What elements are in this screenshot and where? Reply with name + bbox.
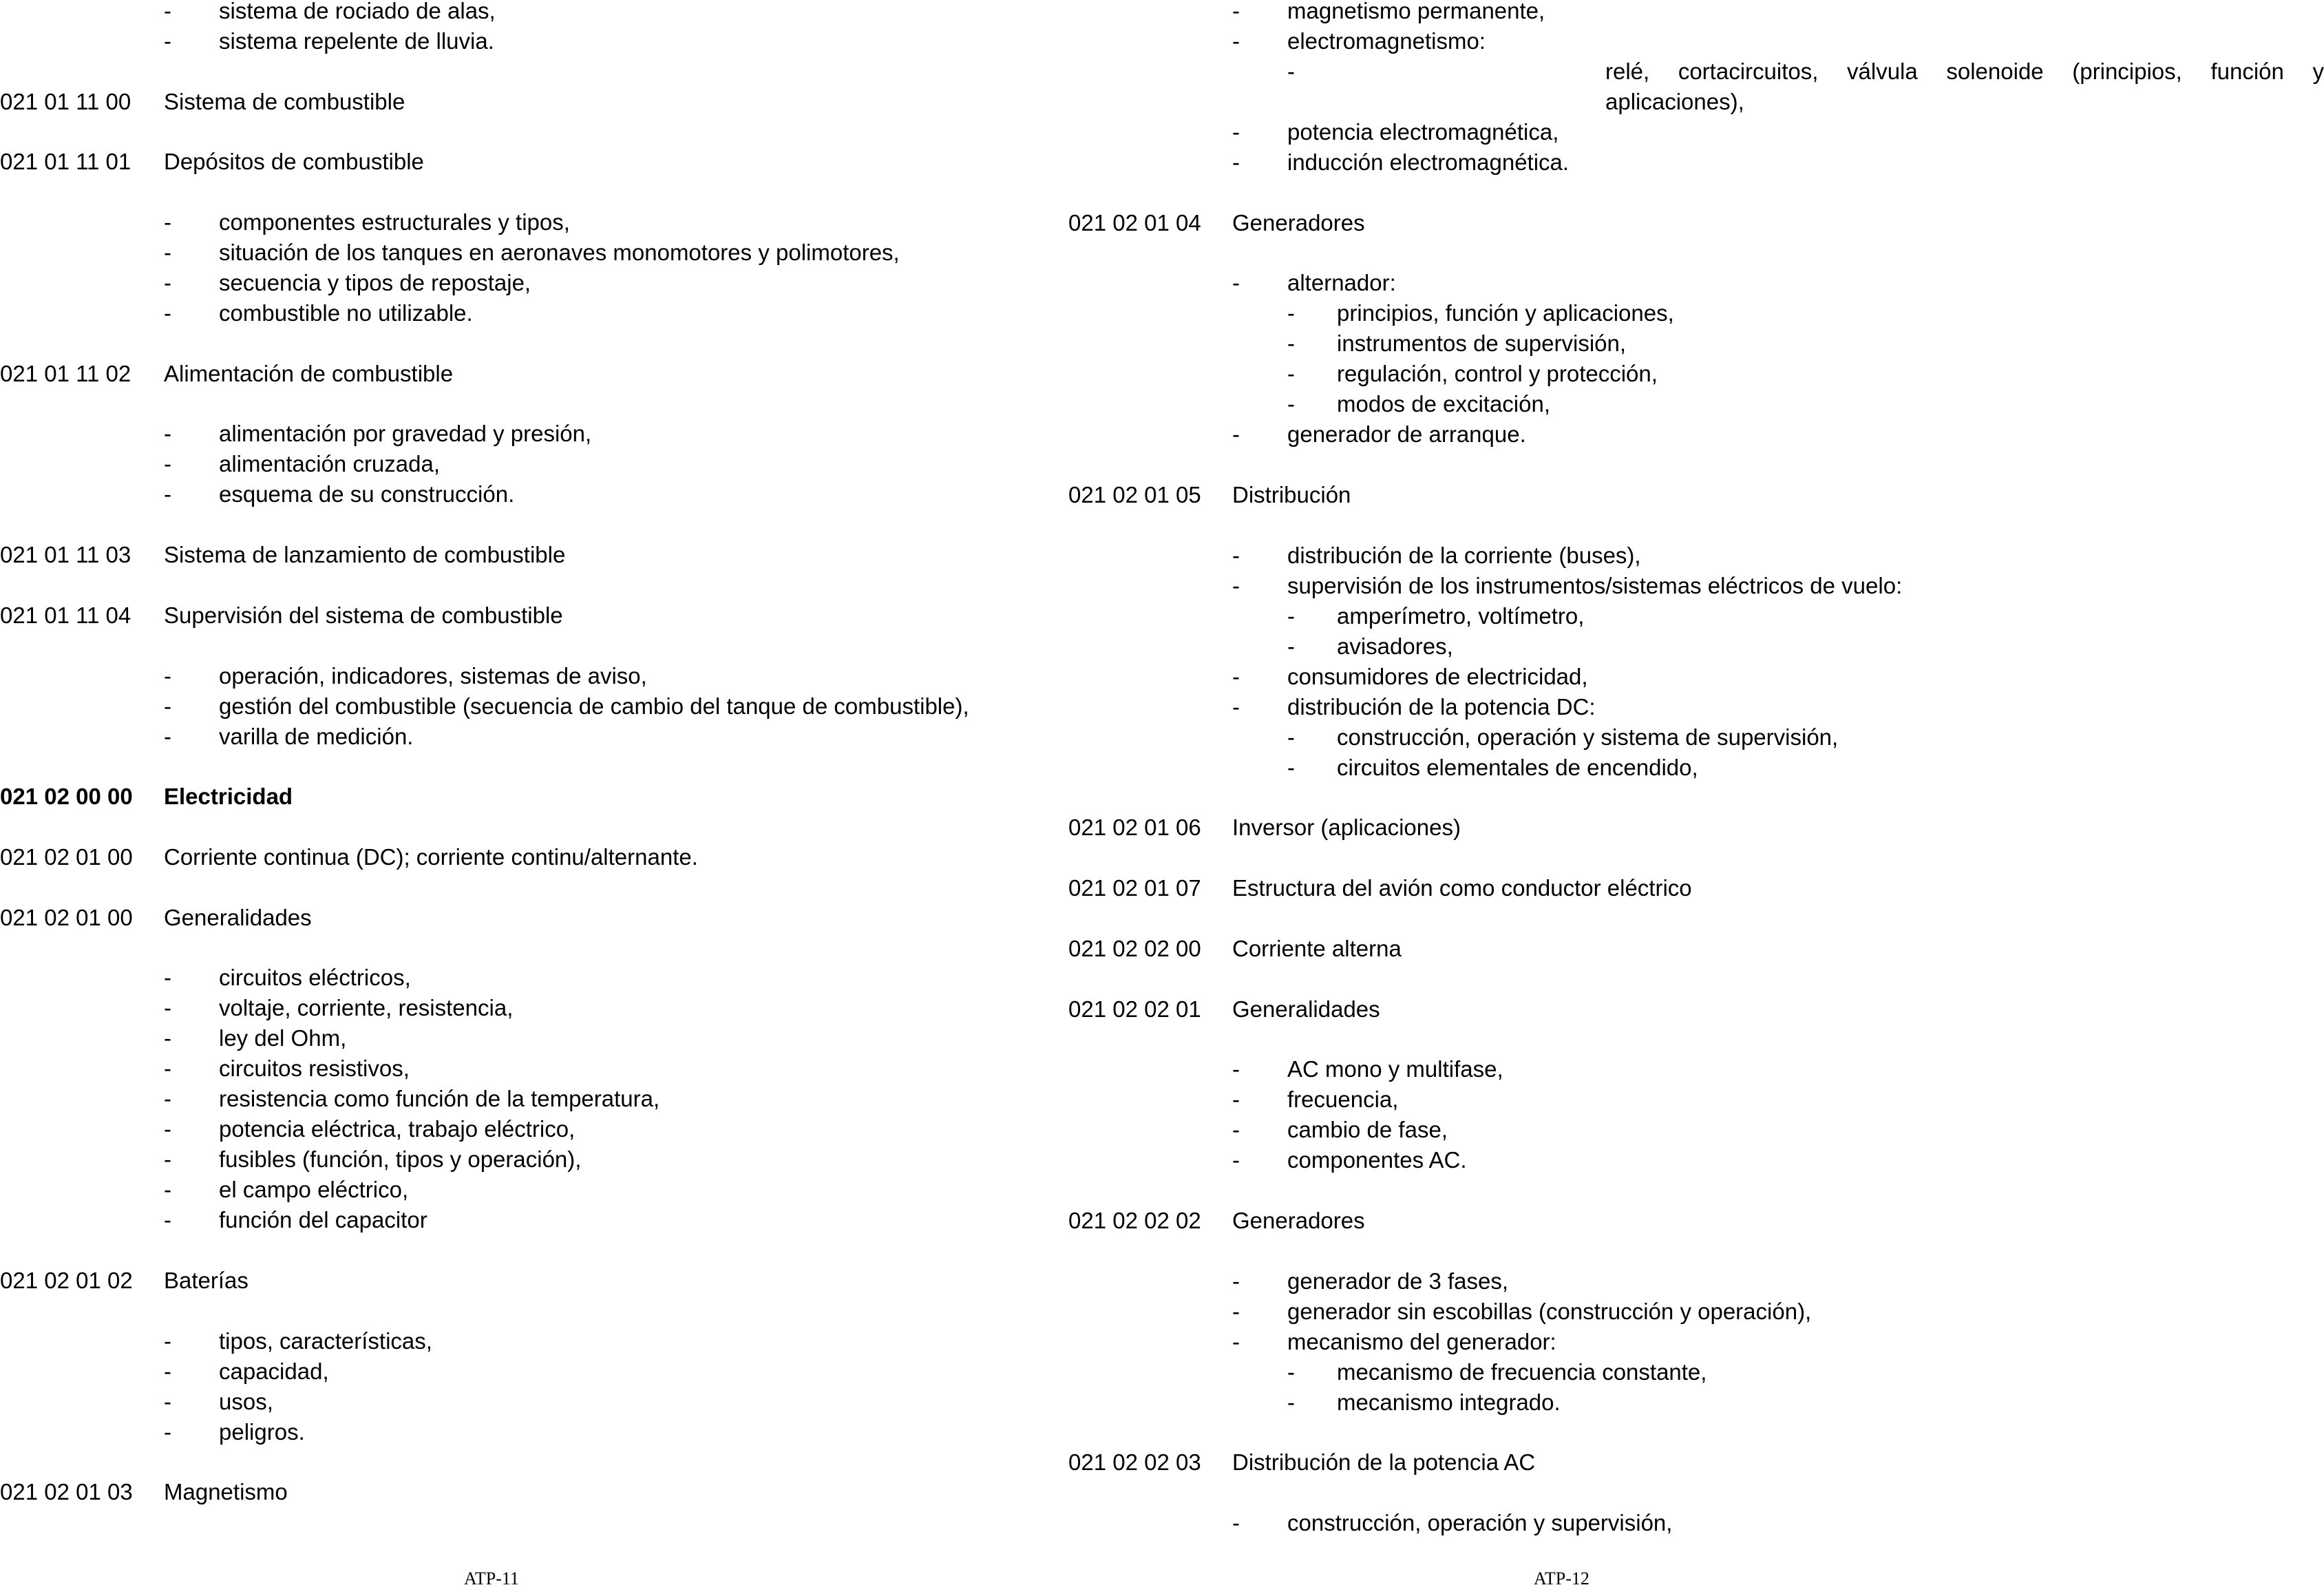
list-item-text: gestión del combustible (secuencia de cambio del tanque de combustible), [219, 693, 969, 719]
section-title: Sistema de lanzamiento de combustible [164, 542, 566, 568]
section-code: 021 02 01 06 [1068, 815, 1201, 841]
list-item-text: circuitos resistivos, [219, 1056, 410, 1082]
spacer [0, 1296, 1019, 1326]
bullet-dash: - [1232, 270, 1240, 296]
spacer [1068, 1025, 2056, 1055]
bullet-dash: - [164, 723, 171, 749]
section-title: Sistema de combustible [164, 88, 405, 114]
list-item-text: instrumentos de supervisión, [1337, 331, 1627, 357]
section-heading [1068, 480, 2056, 510]
page-number-left: ATP-11 [464, 1569, 519, 1588]
list-item-text: distribución de la potencia DC: [1287, 693, 1596, 720]
list-item-text: electromagnetismo: [1287, 28, 1486, 54]
section-title: Baterías [164, 1267, 249, 1293]
section-heading [0, 1266, 1019, 1296]
section-heading [0, 600, 1019, 631]
list-item [1068, 1266, 2056, 1297]
section-heading [1068, 1206, 2056, 1236]
list-item [0, 1023, 1019, 1053]
section-code: 021 02 00 00 [0, 784, 133, 810]
list-item-text: sistema repelente de lluvia. [219, 28, 494, 54]
section-heading [1068, 812, 2056, 843]
list-item [1068, 1115, 2056, 1145]
bullet-dash: - [164, 0, 171, 23]
list-item-text: generador sin escobillas (construcción y operación), [1287, 1298, 1812, 1324]
section-heading [1068, 208, 2056, 238]
bullet-dash: - [164, 1146, 171, 1173]
bullet-dash: - [1232, 1117, 1240, 1143]
spacer [1068, 450, 2056, 480]
list-item-text: resistencia como función de la temperatura, [219, 1086, 660, 1112]
spacer [0, 933, 1019, 963]
list-item-text: alimentación cruzada, [219, 451, 441, 477]
bullet-dash: - [1232, 1298, 1240, 1324]
section-title: Corriente alterna [1232, 935, 1402, 961]
list-item [0, 449, 1019, 479]
bullet-dash: - [1287, 361, 1295, 387]
list-item-text: potencia electromagnética, [1287, 119, 1559, 145]
section-code: 021 02 02 00 [1068, 935, 1201, 961]
bullet-dash: - [1232, 149, 1240, 175]
list-item-text: voltaje, corriente, resistencia, [219, 995, 514, 1021]
sub-list-item [1068, 298, 2056, 328]
list-item-text: alternador: [1287, 270, 1396, 296]
spacer [1068, 1236, 2056, 1266]
section-heading [1068, 1447, 2056, 1478]
list-item [0, 238, 1019, 268]
list-item-text: usos, [219, 1388, 273, 1414]
list-item-text: cambio de fase, [1287, 1117, 1448, 1143]
list-item [1068, 0, 2056, 26]
bullet-dash: - [164, 1086, 171, 1112]
section-title: Estructura del avión como conductor eléctrico [1232, 875, 1692, 901]
list-item-text: ley del Ohm, [219, 1025, 347, 1051]
list-item [0, 1144, 1019, 1175]
spacer [0, 328, 1019, 359]
list-item [1068, 26, 2056, 56]
list-item-text: construcción, operación y supervisión, [1287, 1509, 1673, 1535]
sub-list-item [1068, 359, 2056, 389]
bullet-dash: - [1232, 1087, 1240, 1113]
list-item-text: situación de los tanques en aeronaves monomotores y polimotores, [219, 240, 900, 266]
spacer [1068, 1418, 2056, 1448]
section-title: Alimentación de combustible [164, 360, 454, 386]
section-code: 021 01 11 03 [0, 542, 131, 568]
list-item-text: componentes estructurales y tipos, [219, 209, 570, 235]
bullet-dash: - [1287, 300, 1295, 326]
bullet-dash: - [164, 995, 171, 1021]
list-item [0, 1175, 1019, 1205]
spacer [0, 1235, 1019, 1266]
spacer [0, 117, 1019, 147]
section-code: 021 02 02 03 [1068, 1449, 1201, 1476]
bullet-dash: - [164, 1056, 171, 1082]
bullet-dash: - [164, 270, 171, 296]
bullet-dash: - [1232, 1268, 1240, 1294]
section-heading [0, 782, 1019, 812]
bullet-dash: - [1287, 1389, 1295, 1415]
list-item-text: relé, cortacircuitos, válvula solenoide (principios, función y aplicaciones), [1605, 59, 2324, 114]
section-code: 021 01 11 02 [0, 360, 131, 386]
right-column [1068, 0, 2324, 1538]
section-code: 021 02 01 03 [0, 1479, 133, 1505]
sub-list-item [1068, 753, 2056, 783]
list-item [0, 1084, 1019, 1114]
list-item-text: circuitos eléctricos, [219, 965, 411, 991]
bullet-dash: - [1232, 119, 1240, 145]
list-item-text: generador de 3 fases, [1287, 1268, 1509, 1294]
section-heading [0, 359, 1019, 389]
list-item [0, 1417, 1019, 1447]
list-item [0, 268, 1019, 298]
section-code: 021 02 01 07 [1068, 875, 1201, 901]
list-item-text: tipos, características, [219, 1328, 432, 1354]
spacer [0, 510, 1019, 540]
list-item-text: amperímetro, voltímetro, [1337, 602, 1585, 629]
section-title: Distribución de la potencia AC [1232, 1449, 1536, 1476]
bullet-dash: - [1232, 542, 1240, 568]
page-number-right: ATP-12 [1534, 1569, 1589, 1588]
bullet-dash: - [1287, 59, 1295, 84]
bullet-dash: - [164, 240, 171, 266]
bullet-dash: - [164, 662, 171, 689]
list-item [1068, 662, 2056, 692]
spacer [0, 389, 1019, 419]
bullet-dash: - [164, 451, 171, 477]
spacer [0, 872, 1019, 903]
list-item [0, 963, 1019, 993]
section-code: 021 02 01 00 [0, 904, 133, 930]
bullet-dash: - [164, 1177, 171, 1203]
bullet-dash: - [164, 1116, 171, 1142]
list-item [0, 691, 1019, 722]
sub-list-item [1068, 601, 2056, 631]
list-item [0, 479, 1019, 510]
sub-list-item [1068, 722, 2056, 753]
list-item [0, 1205, 1019, 1235]
list-item-text: el campo eléctrico, [219, 1177, 409, 1203]
bullet-dash: - [1232, 693, 1240, 720]
section-heading [0, 1477, 1019, 1507]
bullet-dash: - [1287, 754, 1295, 780]
bullet-dash: - [1287, 331, 1295, 357]
list-item-text: consumidores de electricidad, [1287, 663, 1588, 689]
list-item-text: mecanismo integrado. [1337, 1389, 1561, 1415]
list-item-text: magnetismo permanente, [1287, 0, 1545, 23]
section-title: Supervisión del sistema de combustible [164, 602, 563, 628]
list-item-text: circuitos elementales de encendido, [1337, 754, 1698, 780]
list-item-text: componentes AC. [1287, 1147, 1467, 1173]
list-item [0, 661, 1019, 691]
list-item [1068, 1054, 2056, 1084]
bullet-dash: - [164, 1358, 171, 1384]
list-item-text: inducción electromagnética. [1287, 149, 1570, 175]
list-item-text: alimentación por gravedad y presión, [219, 421, 592, 447]
bullet-dash: - [1287, 633, 1295, 659]
sub-list-item [1068, 1357, 2056, 1387]
list-item [1068, 571, 2056, 601]
list-item-text: supervisión de los instrumentos/sistemas eléctricos de vuelo: [1287, 572, 1903, 598]
spacer [1068, 1175, 2056, 1206]
list-item-text: principios, función y aplicaciones, [1337, 300, 1674, 326]
list-item [1068, 1084, 2056, 1115]
section-title: Generadores [1232, 1207, 1365, 1233]
list-item [1068, 117, 2056, 147]
spacer [0, 812, 1019, 842]
section-code: 021 02 01 04 [1068, 209, 1201, 235]
section-title: Magnetismo [164, 1479, 288, 1505]
section-heading [1068, 994, 2056, 1025]
section-code: 021 02 01 05 [1068, 482, 1201, 508]
spacer [1068, 843, 2056, 873]
list-item [0, 1114, 1019, 1144]
spacer [1068, 903, 2056, 934]
spacer [1068, 238, 2056, 269]
bullet-dash: - [1232, 1056, 1240, 1082]
list-item [0, 1356, 1019, 1387]
list-item-text: secuencia y tipos de repostaje, [219, 270, 531, 296]
bullet-dash: - [1287, 1359, 1295, 1385]
list-item-text: función del capacitor [219, 1207, 427, 1233]
section-code: 021 02 01 00 [0, 843, 133, 870]
list-item-text: varilla de medición. [219, 723, 414, 749]
section-heading [0, 842, 1019, 872]
list-item [1068, 1508, 2056, 1538]
list-item [1068, 541, 2056, 571]
list-item-text: frecuencia, [1287, 1087, 1399, 1113]
section-title: Distribución [1232, 482, 1351, 508]
bullet-dash: - [1232, 1147, 1240, 1173]
list-item [1068, 1297, 2056, 1327]
sub-list-item [1068, 631, 2056, 662]
list-item-text: AC mono y multifase, [1287, 1056, 1503, 1082]
list-item-text: distribución de la corriente (buses), [1287, 542, 1641, 568]
list-item [0, 722, 1019, 752]
spacer [1068, 178, 2056, 208]
bullet-dash: - [164, 300, 171, 326]
section-heading [0, 87, 1019, 117]
bullet-dash: - [164, 28, 171, 54]
list-item-text: peligros. [219, 1418, 305, 1445]
list-item-text: combustible no utilizable. [219, 300, 473, 326]
bullet-dash: - [164, 421, 171, 447]
list-item-text: mecanismo de frecuencia constante, [1337, 1359, 1707, 1385]
bullet-dash: - [164, 209, 171, 235]
bullet-dash: - [164, 1207, 171, 1233]
list-item [0, 1326, 1019, 1356]
spacer [0, 752, 1019, 782]
section-code: 021 02 01 02 [0, 1267, 133, 1293]
spacer [0, 56, 1019, 87]
left-column [0, 0, 1019, 1507]
section-heading [1068, 934, 2056, 964]
spacer [1068, 964, 2056, 994]
bullet-dash: - [164, 1388, 171, 1414]
section-code: 021 02 02 02 [1068, 1207, 1201, 1233]
bullet-dash: - [1287, 602, 1295, 629]
list-item-text: fusibles (función, tipos y operación), [219, 1146, 582, 1173]
bullet-dash: - [164, 1418, 171, 1445]
list-item-text: potencia eléctrica, trabajo eléctrico, [219, 1116, 575, 1142]
list-item [1068, 692, 2056, 722]
sub-list-item [1068, 389, 2056, 419]
list-item [1068, 1145, 2056, 1175]
list-item [0, 1387, 1019, 1417]
list-item [0, 298, 1019, 328]
bullet-dash: - [1232, 421, 1240, 448]
bullet-dash: - [164, 1328, 171, 1354]
section-code: 021 02 02 01 [1068, 996, 1201, 1022]
list-item [0, 993, 1019, 1023]
list-item-text: mecanismo del generador: [1287, 1328, 1556, 1354]
bullet-dash: - [1232, 0, 1240, 23]
list-item [0, 207, 1019, 238]
section-title: Inversor (aplicaciones) [1232, 815, 1461, 841]
sub-list-item [1068, 1387, 2056, 1418]
bullet-dash: - [1287, 391, 1295, 417]
section-heading [0, 903, 1019, 933]
bullet-dash: - [164, 693, 171, 719]
list-item-text: regulación, control y protección, [1337, 361, 1658, 387]
bullet-dash: - [1232, 572, 1240, 598]
list-item-text: sistema de rociado de alas, [219, 0, 496, 23]
spacer [1068, 510, 2056, 541]
bullet-dash: - [1232, 1328, 1240, 1354]
section-heading [0, 540, 1019, 570]
list-item [0, 0, 1019, 26]
list-item [1068, 147, 2056, 178]
section-title: Depósitos de combustible [164, 149, 424, 175]
spacer [1068, 1478, 2056, 1508]
spacer [0, 177, 1019, 207]
section-title: Generalidades [164, 904, 312, 930]
list-item-text: esquema de su construcción. [219, 481, 515, 507]
bullet-dash: - [164, 481, 171, 507]
bullet-dash: - [1232, 663, 1240, 689]
section-code: 021 01 11 00 [0, 88, 131, 114]
bullet-dash: - [1287, 724, 1295, 750]
bullet-dash: - [164, 965, 171, 991]
section-heading [0, 147, 1019, 177]
list-item [1068, 268, 2056, 298]
section-title: Generalidades [1232, 996, 1380, 1022]
spacer [0, 1447, 1019, 1478]
spacer [0, 631, 1019, 661]
list-item-text: construcción, operación y sistema de supervisión, [1337, 724, 1839, 750]
section-code: 021 01 11 01 [0, 149, 131, 175]
section-title: Electricidad [164, 784, 293, 810]
list-item [1068, 1327, 2056, 1357]
sub-list-item [1068, 56, 2324, 117]
list-item-text: capacidad, [219, 1358, 329, 1384]
list-item-text: avisadores, [1337, 633, 1453, 659]
bullet-dash: - [164, 1025, 171, 1051]
bullet-dash: - [1232, 1509, 1240, 1535]
list-item [0, 1053, 1019, 1084]
section-title: Generadores [1232, 209, 1365, 235]
list-item [0, 419, 1019, 449]
list-item-text: modos de excitación, [1337, 391, 1551, 417]
spacer [1068, 783, 2056, 813]
section-heading [1068, 873, 2056, 903]
list-item-text: generador de arranque. [1287, 421, 1526, 448]
list-item [0, 26, 1019, 56]
section-title: Corriente continua (DC); corriente continu/alternante. [164, 843, 698, 870]
sub-list-item [1068, 328, 2056, 359]
spacer [0, 570, 1019, 600]
section-code: 021 01 11 04 [0, 602, 131, 628]
bullet-dash: - [1232, 28, 1240, 54]
list-item [1068, 419, 2056, 450]
list-item-text: operación, indicadores, sistemas de aviso, [219, 662, 647, 689]
